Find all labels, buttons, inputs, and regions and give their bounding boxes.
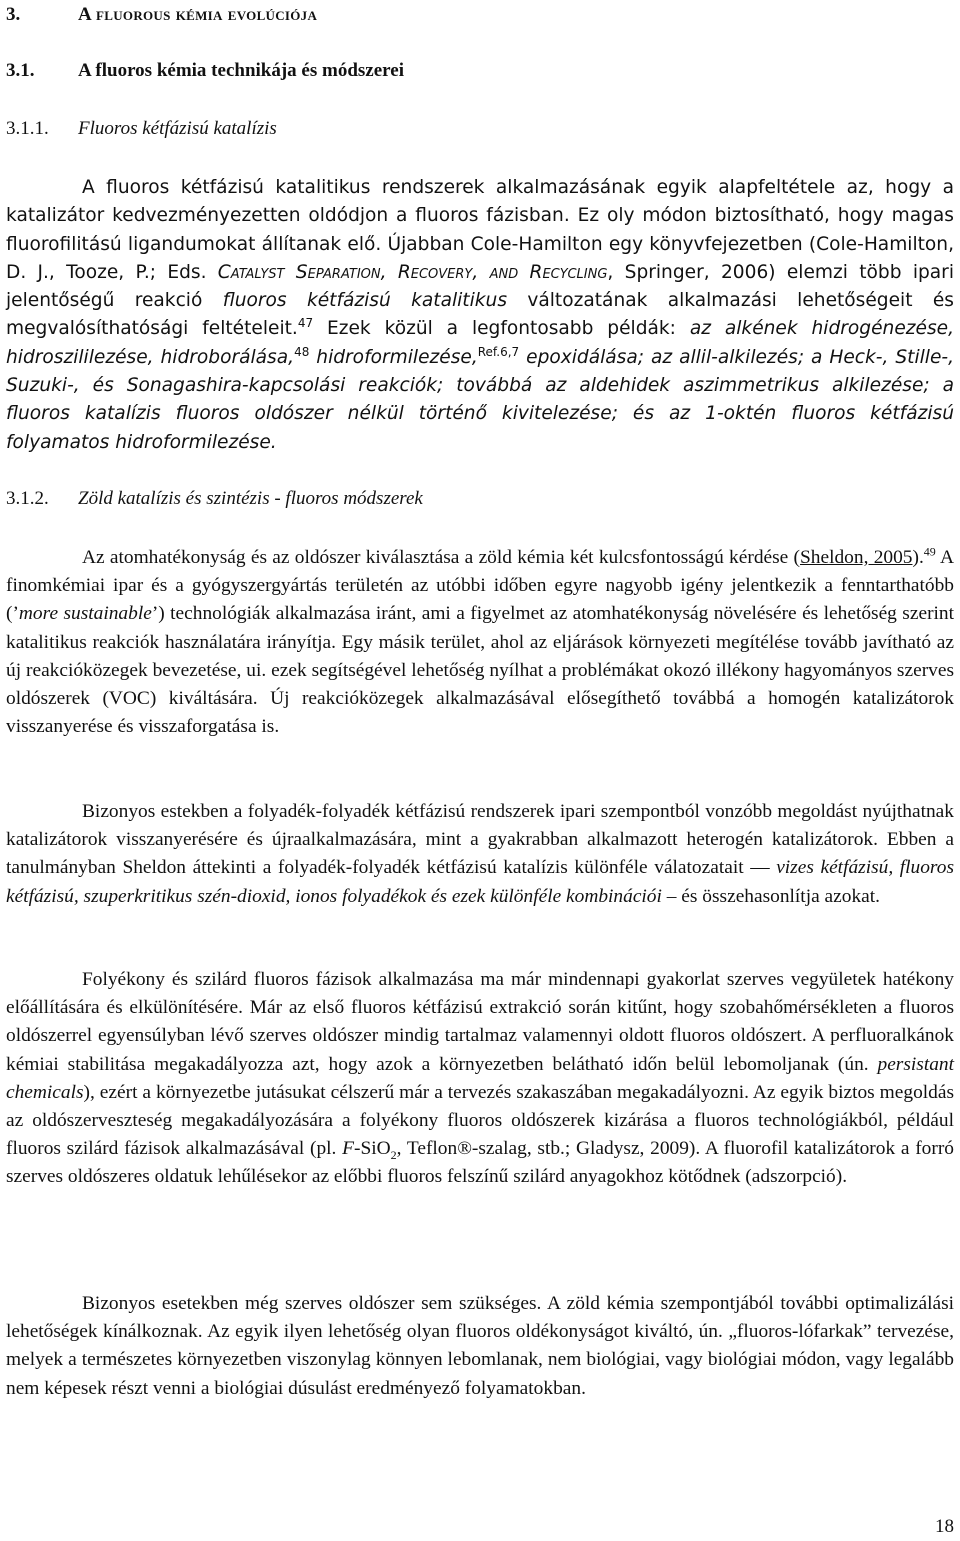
paragraph-solid-phases: Folyékony és szilárd fluoros fázisok alkalmazása ma már mindennapi gyakorlat szerves vegyületek hatékony előállítására és elkülönítésére. Már az első fluoros kétfázisú extrakció során kitűnt, hogy szobahőmérsékleten a fluoros oldószerrel egyensúlyban lévő szerves oldószer mindig tartalmaz valamennyi oldott fluoros oldószert. A perfluoralkánok kémiai stabilitása megakadályozza azt, hogy azok a környezetben belátható időn belül lebomoljanak (ún. persistant chemicals), ezért a környezetbe jutásukat célszerű már a tervezés szakaszában megakadályozni. Az egyik biztos megoldás az oldószerveszteség megakadályozására a folyékony fluoros oldószerek kizárása a fluoros technológiákból, például fluoros szilárd fázisok alkalmazásával (pl. F-SiO$_2$, Teflon®-szalag, stb.; Gladysz, 2009). A fluorofil katalizátorok a forró szerves oldószeres oldatuk lehűlésekor az előbbi fluoros felszínű szilárd anyagokhoz kötődnek (adszorpció). <box>6 969 954 1188</box>
chapter-title: A fluorous kémia evolúciója <box>78 4 318 25</box>
footnote-ref: 48 <box>294 344 310 359</box>
subsection-title: Fluoros kétfázisú katalízis <box>78 118 277 139</box>
footnote-ref: Ref.6,7 <box>477 344 520 359</box>
subsection-heading-2 <box>6 488 423 510</box>
chapter-heading <box>6 4 317 26</box>
section-number: 3.1. <box>6 60 35 81</box>
section-heading <box>6 60 404 82</box>
subsection-heading-1 <box>6 118 277 140</box>
book-title: Catalyst Separation, Recovery, and Recycling <box>217 261 608 283</box>
chapter-number: 3. <box>6 4 21 25</box>
citation-link[interactable]: Sheldon, 2005 <box>800 547 913 568</box>
paragraph-biphasic-systems: Bizonyos estekben a folyadék-folyadék kétfázisú rendszerek ipari szempontból vonzóbb megoldást nyújthatnak katalizátorok visszanyerésére és újraalkalmazására, mint a gyakrabban alkalmazott heterogén katalizátorok. Ebben a tanulmányban Sheldon áttekinti a folyadék-folyadék kétfázisú katalízis különféle válatozatait — vizes kétfázisú, fluoros kétfázisú, szuperkritikus szén-dioxid, ionos folyadékok és ezek különféle kombinációi – és összehasonlítja azokat. <box>6 801 955 907</box>
subsection-number: 3.1.2. <box>6 488 49 509</box>
footnote-ref: 49 <box>923 544 936 559</box>
footnote-ref: 47 <box>297 316 314 331</box>
paragraph-fluorous-tails: Bizonyos esetekben még szerves oldószer sem szükséges. A zöld kémia szempontjából további optimalizálási lehetőségek kínálkoznak. Az egyik ilyen lehetőség olyan fluoros oldékonyságot kiváltó, ún. „fluoros-lófarkak” tervezése, melyek a természetes környezetben viszonylag könnyen lebomlanak, nem biológiai, vagy biológiai módon, vagy legalább nem képesek részt venni a biológiai dúsulást eredményező folyamatokban. <box>6 1293 954 1399</box>
subsection-title: Zöld katalízis és szintézis - fluoros módszerek <box>78 488 423 509</box>
section-title: A fluoros kémia technikája és módszerei <box>78 60 404 81</box>
page-number: 18 <box>935 1516 954 1537</box>
paragraph-green-chemistry: Az atomhatékonyság és az oldószer kiválasztása a zöld kémia két kulcsfontosságú kérdése (Sheldon, 2005).$^{49}$ A finomkémiai ipar és a gyógyszergyártás területén az utóbbi időben egyre nagyobb igény jelentkezik a fenntarthatóbb (’more sustainable’) technológiák alkalmazása iránt, ami a figyelmet az atomhatékonyság növelésére és lehetőség szerint katalitikus reakciók használatára irányítja. Egy másik terület, ahol az eljárások környezeti megítélése tovább javítható az új reakcióközegek bevezetése, ui. ezek segítségével lehetőség nyílhat a problémákat okozó illékony hagyományos szerves oldószerek (VOC) kiváltására. Új reakcióközegek alkalmazásával elősegíthető továbbá a homogén katalizátorok visszanyerése és visszaforgatása is. <box>6 544 955 738</box>
subsection-number: 3.1.1. <box>6 118 49 139</box>
paragraph-fluorous-catalysis: A fluoros kétfázisú katalitikus rendszerek alkalmazásának egyik alapfeltétele az, hogy a katalizátor kedvezményezetten oldódjon a fluoros fázisban. Ez oly módon biztosítható, hogy magas fluorofilitású ligandumokat állítanak elő. Újabban Cole-Hamilton egy könyvfejezetben (Cole-Hamilton, D. J., Tooze, P.; Eds. Catalyst Separation, Recovery, and Recycling, Springer, 2006) elemzi több ipari jelentőségű reakció fluoros kétfázisú katalitikus változatának alkalmazási lehetőségeit és megvalósíthatósági feltételeit.$^{47}$ Ezek közül a legfontosabb példák: az alkének hidrogénezése, hidroszililezése, hidroborálása,$^{48}$ hidroformilezése,$^{Ref.6,7}$ epoxidálása; az allil-alkilezés; a Heck-, Stille-, Suzuki-, és Sonagashira-kapcsolási reakciók; továbbá az aldehidek aszimmetrikus alkilezése; a fluoros katalízis fluoros oldószer nélkül történő kivitelezése; és az 1-oktén fluoros kétfázisú folyamatos hidroformilezése. <box>6 177 954 453</box>
